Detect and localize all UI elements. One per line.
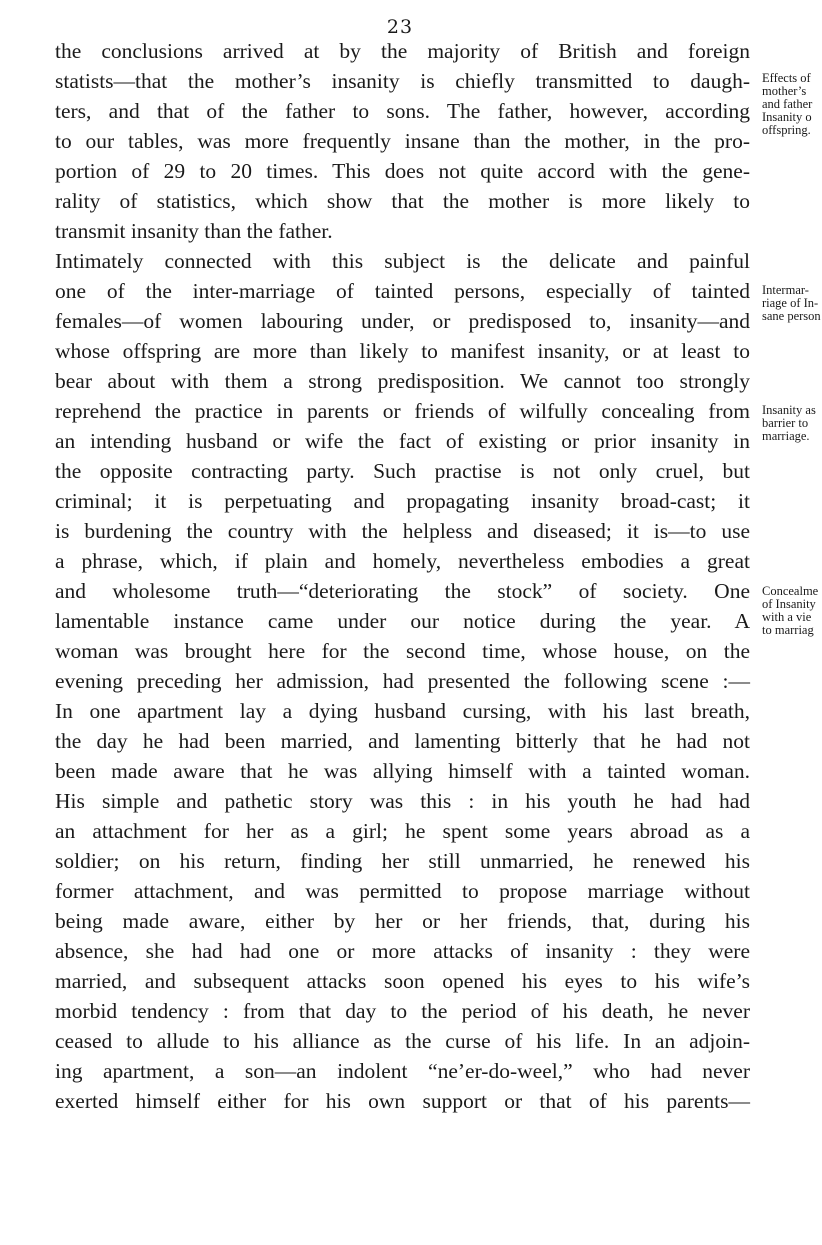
margin-note-line: to marriag: [762, 623, 814, 637]
margin-note-intermarriage: [762, 284, 822, 323]
margin-note-line: sane person: [762, 309, 821, 323]
body-line: former attachment, and was permitted to propose marriage without: [55, 879, 750, 903]
body-line: His simple and pathetic story was this : in his youth he had had: [55, 789, 750, 813]
body-line: the conclusions arrived at by the majority of British and foreign: [55, 39, 750, 63]
body-line: evening preceding her admission, had presented the following scene :—: [55, 669, 750, 693]
body-line: transmit insanity than the father.: [55, 219, 333, 243]
body-line: one of the inter-marriage of tainted persons, especially of tainted: [55, 279, 750, 303]
body-line: being made aware, either by her or her friends, that, during his: [55, 909, 750, 933]
margin-note-effects-of-insanity: [762, 72, 822, 137]
margin-note-line: marriage.: [762, 429, 810, 443]
body-line: Intimately connected with this subject is the delicate and painful: [55, 249, 750, 273]
margin-note-insanity-barrier: [762, 404, 822, 443]
body-line: morbid tendency : from that day to the period of his death, he never: [55, 999, 750, 1023]
body-line: an intending husband or wife the fact of existing or prior insanity in: [55, 429, 750, 453]
body-line: is burdening the country with the helpless and diseased; it is—to use: [55, 519, 750, 543]
margin-note-line: of Insanity: [762, 597, 816, 611]
body-line: the day he had been married, and lamenting bitterly that he had not: [55, 729, 750, 753]
body-line: statists—that the mother’s insanity is chiefly transmitted to daugh-: [55, 69, 750, 93]
body-line: an attachment for her as a girl; he spent some years abroad as a: [55, 819, 750, 843]
body-line: whose offspring are more than likely to manifest insanity, or at least to: [55, 339, 750, 363]
margin-note-line: offspring.: [762, 123, 811, 137]
margin-note-line: Insanity as: [762, 403, 816, 417]
margin-note-line: with a vie: [762, 610, 812, 624]
body-line: absence, she had had one or more attacks of insanity : they were: [55, 939, 750, 963]
body-line: ing apartment, a son—an indolent “ne’er-do-weel,” who had never: [55, 1059, 750, 1083]
body-line: In one apartment lay a dying husband cursing, with his last breath,: [55, 699, 750, 723]
margin-note-line: Intermar-: [762, 283, 809, 297]
margin-note-line: Effects of: [762, 71, 811, 85]
body-line: bear about with them a strong predisposition. We cannot too strongly: [55, 369, 750, 393]
body-line: ceased to allude to his alliance as the curse of his life. In an adjoin-: [55, 1029, 750, 1053]
body-line: lamentable instance came under our notice during the year. A: [55, 609, 750, 633]
body-line: portion of 29 to 20 times. This does not quite accord with the gene-: [55, 159, 750, 183]
margin-note-line: barrier to: [762, 416, 809, 430]
body-line: exerted himself either for his own support or that of his parents—: [55, 1089, 750, 1113]
margin-note-line: mother’s: [762, 84, 807, 98]
body-line: criminal; it is perpetuating and propagating insanity broad-cast; it: [55, 489, 750, 513]
body-line: married, and subsequent attacks soon opened his eyes to his wife’s: [55, 969, 750, 993]
body-line: been made aware that he was allying himself with a tainted woman.: [55, 759, 750, 783]
body-line: reprehend the practice in parents or friends of wilfully concealing from: [55, 399, 750, 423]
body-line: soldier; on his return, finding her still unmarried, he renewed his: [55, 849, 750, 873]
margin-note-line: riage of In-: [762, 296, 819, 310]
body-line: woman was brought here for the second time, whose house, on the: [55, 639, 750, 663]
body-line: females—of women labouring under, or predisposed to, insanity—and: [55, 309, 750, 333]
body-line: ters, and that of the father to sons. The father, however, according: [55, 99, 750, 123]
body-line: a phrase, which, if plain and homely, nevertheless embodies a great: [55, 549, 750, 573]
body-line: to our tables, was more frequently insane than the mother, in the pro-: [55, 129, 750, 153]
body-line: rality of statistics, which show that the mother is more likely to: [55, 189, 750, 213]
page-number: 23: [386, 16, 414, 38]
body-line: the opposite contracting party. Such practise is not only cruel, but: [55, 459, 750, 483]
margin-note-concealment: [762, 585, 822, 637]
body-line: and wholesome truth—“deteriorating the stock” of society. One: [55, 579, 750, 603]
margin-note-line: Concealme: [762, 584, 819, 598]
margin-note-line: and father: [762, 97, 813, 111]
margin-note-line: Insanity o: [762, 110, 812, 124]
